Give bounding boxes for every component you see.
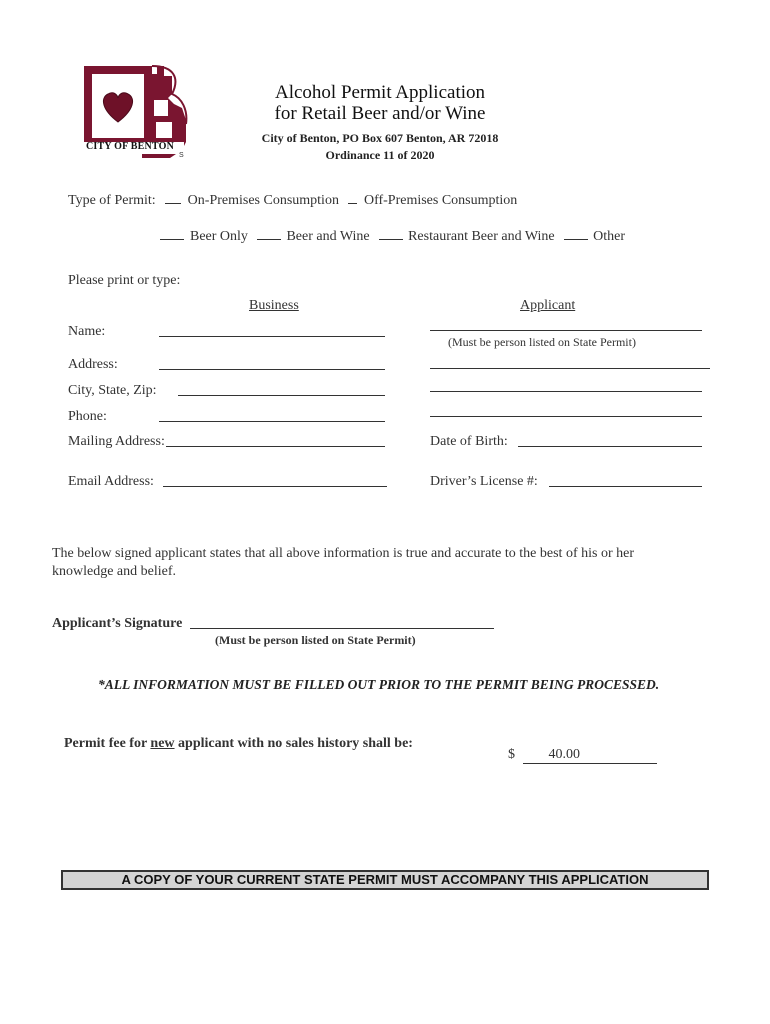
- permit-type-row: [68, 193, 668, 209]
- city-state-zip-label: City, State, Zip:: [68, 383, 157, 398]
- beer-only-blank[interactable]: [160, 239, 184, 240]
- business-mailing-field[interactable]: [166, 446, 385, 447]
- beer-and-wine-label: Beer and Wine: [286, 229, 370, 244]
- applicant-phone-field[interactable]: [430, 416, 702, 417]
- business-city-field[interactable]: [178, 395, 385, 396]
- on-premises-label: On-Premises Consumption: [187, 193, 339, 208]
- business-name-field[interactable]: [159, 336, 385, 337]
- business-email-field[interactable]: [163, 486, 387, 487]
- other-blank[interactable]: [564, 239, 588, 240]
- applicant-address-field[interactable]: [430, 368, 710, 369]
- beer-only-label: Beer Only: [190, 229, 248, 244]
- business-address-field[interactable]: [159, 369, 385, 370]
- fee-new-word: new: [150, 736, 175, 751]
- permit-fee-text: [64, 736, 413, 752]
- title-line-1: Alcohol Permit Application: [274, 82, 486, 103]
- attestation-statement: The below signed applicant states that all above information is true and accurate to the best of his or her knowledge and belief.: [52, 546, 634, 579]
- date-of-birth-label: Date of Birth:: [430, 434, 508, 449]
- beer-and-wine-blank[interactable]: [257, 239, 281, 240]
- state-permit-banner: A COPY OF YOUR CURRENT STATE PERMIT MUST ACCOMPANY THIS APPLICATION: [61, 870, 709, 890]
- restaurant-blank[interactable]: [379, 239, 403, 240]
- off-premises-label: Off-Premises Consumption: [363, 193, 518, 208]
- signature-field[interactable]: [190, 628, 494, 629]
- city-address: City of Benton, PO Box 607 Benton, AR 72018: [261, 131, 499, 145]
- signature-label: Applicant’s Signature: [52, 616, 183, 631]
- other-label: Other: [593, 229, 625, 244]
- ordinance-line: Ordinance 11 of 2020: [325, 148, 435, 162]
- drivers-license-label: Driver’s License #:: [430, 474, 538, 489]
- date-of-birth-field[interactable]: [518, 446, 702, 447]
- fee-prefix: Permit fee for: [64, 736, 147, 751]
- applicant-note: (Must be person listed on State Permit): [448, 335, 636, 349]
- fee-amount: [508, 747, 657, 764]
- title-line-2: for Retail Beer and/or Wine: [274, 103, 486, 124]
- fee-value: 40.00: [548, 747, 580, 762]
- fee-suffix: applicant with no sales history shall be:: [178, 736, 413, 751]
- applicant-column-header: Applicant: [520, 298, 576, 313]
- logo-text: CITY OF BENTON: [86, 141, 175, 152]
- restaurant-label: Restaurant Beer and Wine: [408, 229, 555, 244]
- permit-type-label: Type of Permit:: [68, 193, 156, 208]
- city-of-benton-logo: [82, 64, 188, 164]
- applicant-name-field[interactable]: [430, 330, 702, 331]
- beverage-type-row: [160, 229, 720, 245]
- email-address-label: Email Address:: [68, 474, 154, 489]
- instruction-text: Please print or type:: [68, 273, 181, 288]
- phone-label: Phone:: [68, 409, 107, 424]
- business-phone-field[interactable]: [159, 421, 385, 422]
- fee-currency: $: [508, 747, 515, 762]
- off-premises-blank[interactable]: [348, 203, 357, 204]
- applicant-city-field[interactable]: [430, 391, 702, 392]
- required-notice: *ALL INFORMATION MUST BE FILLED OUT PRIOR TO THE PERMIT BEING PROCESSED.: [98, 677, 660, 692]
- address-label: Address:: [68, 357, 118, 372]
- on-premises-blank[interactable]: [165, 203, 181, 204]
- mailing-address-label: Mailing Address:: [68, 434, 165, 449]
- business-column-header: Business: [249, 298, 299, 313]
- drivers-license-field[interactable]: [549, 486, 702, 487]
- logo-mark: S: [179, 152, 184, 159]
- signature-note: (Must be person listed on State Permit): [215, 633, 416, 647]
- name-label: Name:: [68, 324, 106, 339]
